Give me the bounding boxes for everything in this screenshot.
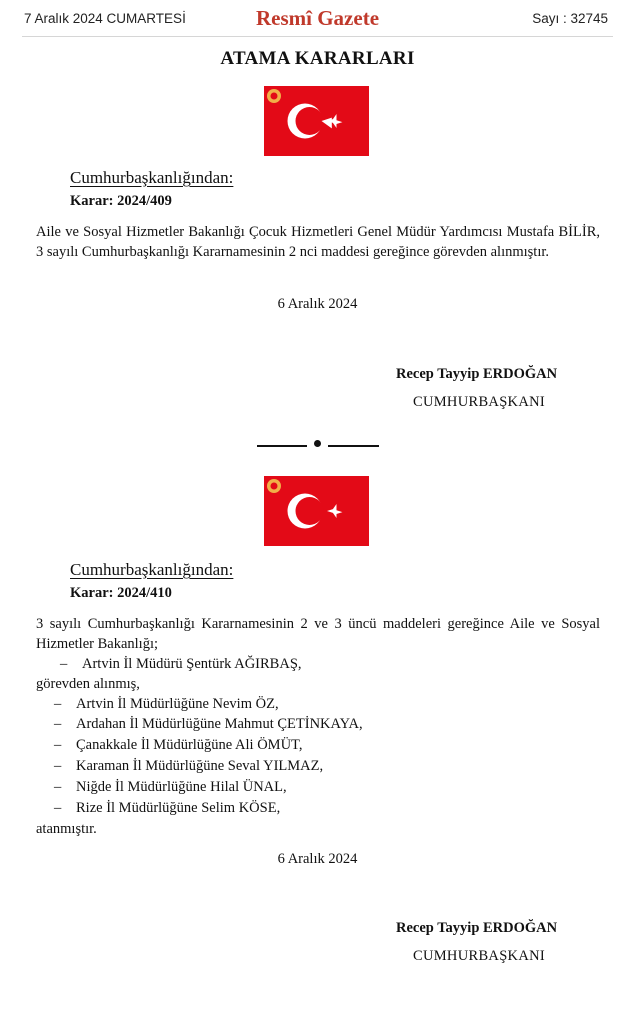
section-separator	[257, 436, 379, 456]
dash-bullet: –	[60, 656, 68, 672]
appointment: Karaman İl Müdürlüğüne Seval YILMAZ,	[76, 758, 324, 774]
header-date: 7 Aralık 2024 CUMARTESİ	[24, 11, 186, 26]
dash-bullet: –	[54, 737, 62, 753]
decision-2-signer-title: CUMHURBAŞKANI	[413, 948, 545, 964]
appointment: Artvin İl Müdürlüğüne Nevim ÖZ,	[76, 696, 279, 712]
dismissed-official: Artvin İl Müdürü Şentürk AĞIRBAŞ,	[82, 656, 302, 672]
list-item	[54, 800, 280, 817]
list-item	[54, 758, 323, 775]
list-item	[54, 696, 279, 713]
closing-text: atanmıştır.	[36, 821, 97, 837]
decision-1-from: Cumhurbaşkanlığından:	[70, 168, 234, 187]
dash-bullet: –	[54, 779, 62, 795]
decision-2-number: Karar: 2024/410	[70, 585, 172, 601]
appointment: Rize İl Müdürlüğüne Selim KÖSE,	[76, 800, 281, 816]
decision-2-intro: 3 sayılı Cumhurbaşkanlığı Kararnamesinin 2 ve 3 üncü maddeleri gereğince Aile ve Sosyal Hizmetler Bakanlığı;	[36, 616, 600, 652]
turkish-flag-icon	[264, 476, 369, 546]
dash-bullet: –	[54, 758, 62, 774]
appointment: Çanakkale İl Müdürlüğüne Ali ÖMÜT,	[76, 737, 303, 753]
page-title: ATAMA KARARLARI	[220, 48, 415, 69]
dismissed-label: görevden alınmış,	[36, 676, 140, 692]
decision-2-signer-name: Recep Tayyip ERDOĞAN	[396, 920, 558, 936]
decision-1-signer-title: CUMHURBAŞKANI	[413, 394, 545, 410]
newspaper-title: Resmî Gazete	[255, 6, 380, 30]
list-item	[54, 779, 287, 796]
decision-1-text: Aile ve Sosyal Hizmetler Bakanlığı Çocuk Hizmetleri Genel Müdür Yardımcısı Mustafa BİLİR, 3 sayılı Cumhurbaşkanlığı Kararnamesinin 2 nci maddesi gereğince görevden alınmıştır.	[36, 224, 600, 260]
list-item	[60, 656, 302, 673]
issue-number: Sayı : 32745	[532, 11, 608, 26]
list-item	[54, 737, 302, 754]
list-item	[54, 716, 363, 733]
decision-1-signer-name: Recep Tayyip ERDOĞAN	[396, 366, 558, 382]
decision-2-date: 6 Aralık 2024	[277, 851, 358, 867]
turkish-flag-icon	[264, 86, 369, 156]
dash-bullet: –	[54, 696, 62, 712]
decision-1-number: Karar: 2024/409	[70, 193, 172, 209]
dash-bullet: –	[54, 716, 62, 732]
appointment: Niğde İl Müdürlüğüne Hilal ÜNAL,	[76, 779, 287, 795]
decision-2-from: Cumhurbaşkanlığından:	[70, 560, 234, 579]
header-divider	[22, 36, 613, 37]
dash-bullet: –	[54, 800, 62, 816]
appointment: Ardahan İl Müdürlüğüne Mahmut ÇETİNKAYA,	[76, 716, 363, 732]
decision-1-date: 6 Aralık 2024	[277, 296, 358, 312]
